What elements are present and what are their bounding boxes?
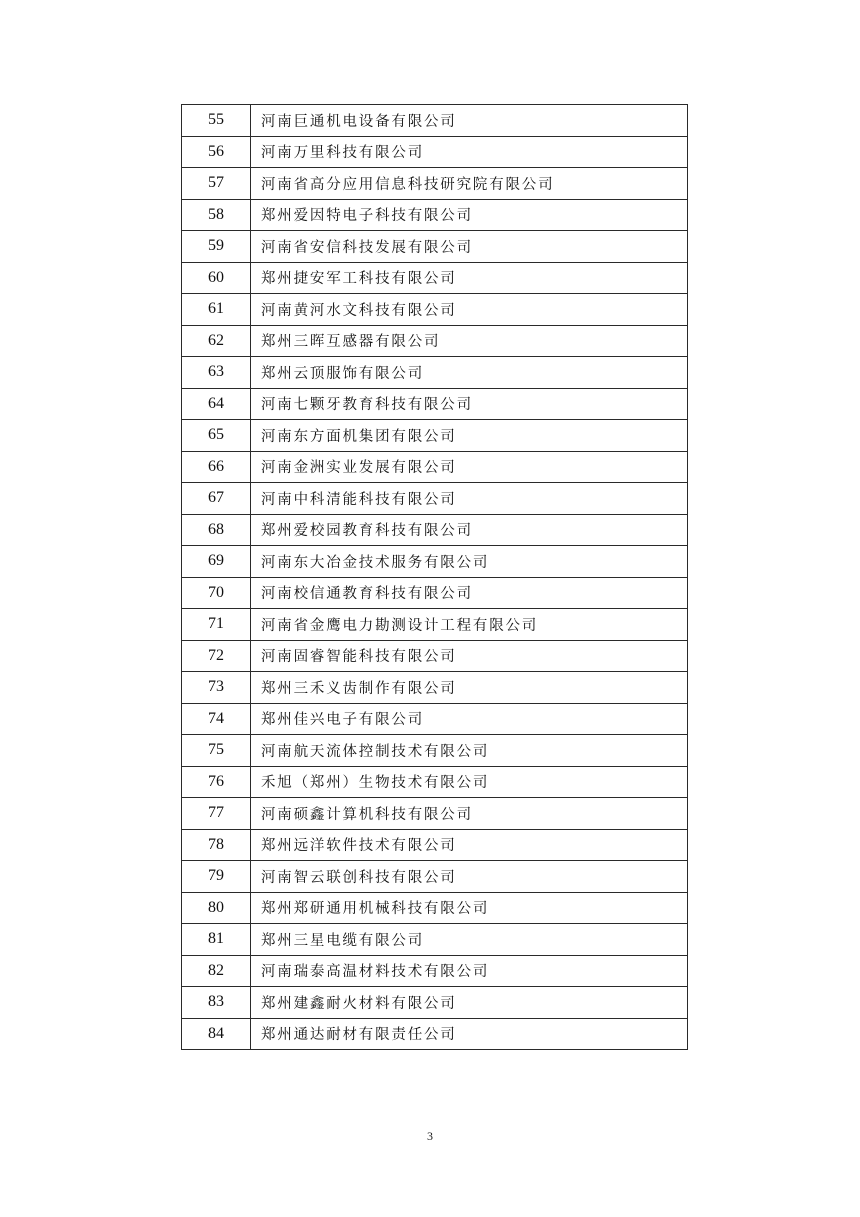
table-row [182, 735, 688, 767]
row-index: 65 [182, 420, 251, 452]
row-index: 80 [182, 892, 251, 924]
company-name: 郑州郑研通用机械科技有限公司 [251, 892, 688, 924]
company-name: 河南省安信科技发展有限公司 [251, 231, 688, 263]
table-row [182, 766, 688, 798]
table-body [182, 105, 688, 1050]
page-number: 3 [427, 1129, 433, 1143]
table-row [182, 955, 688, 987]
row-index: 75 [182, 735, 251, 767]
table-row [182, 1018, 688, 1050]
company-name: 郑州佳兴电子有限公司 [251, 703, 688, 735]
company-name: 郑州三星电缆有限公司 [251, 924, 688, 956]
company-name: 郑州三晖互感器有限公司 [251, 325, 688, 357]
company-name: 河南航天流体控制技术有限公司 [251, 735, 688, 767]
row-index: 77 [182, 798, 251, 830]
row-index: 76 [182, 766, 251, 798]
row-index: 69 [182, 546, 251, 578]
table-row [182, 231, 688, 263]
row-index: 62 [182, 325, 251, 357]
row-index: 66 [182, 451, 251, 483]
row-index: 58 [182, 199, 251, 231]
table-row [182, 609, 688, 641]
company-name: 郑州云顶服饰有限公司 [251, 357, 688, 389]
table-row [182, 136, 688, 168]
table-row [182, 798, 688, 830]
table-row [182, 829, 688, 861]
company-name: 郑州三禾义齿制作有限公司 [251, 672, 688, 704]
company-name: 郑州远洋软件技术有限公司 [251, 829, 688, 861]
company-name: 河南智云联创科技有限公司 [251, 861, 688, 893]
company-name: 河南七颗牙教育科技有限公司 [251, 388, 688, 420]
company-name: 禾旭（郑州）生物技术有限公司 [251, 766, 688, 798]
table-row [182, 672, 688, 704]
company-name: 河南固睿智能科技有限公司 [251, 640, 688, 672]
row-index: 72 [182, 640, 251, 672]
company-name: 河南瑞泰高温材料技术有限公司 [251, 955, 688, 987]
company-name: 郑州建鑫耐火材料有限公司 [251, 987, 688, 1019]
row-index: 59 [182, 231, 251, 263]
row-index: 83 [182, 987, 251, 1019]
company-name: 郑州爱因特电子科技有限公司 [251, 199, 688, 231]
table-row [182, 546, 688, 578]
company-name: 河南黄河水文科技有限公司 [251, 294, 688, 326]
row-index: 84 [182, 1018, 251, 1050]
row-index: 56 [182, 136, 251, 168]
company-name: 河南省高分应用信息科技研究院有限公司 [251, 168, 688, 200]
row-index: 64 [182, 388, 251, 420]
table-row [182, 861, 688, 893]
row-index: 55 [182, 105, 251, 137]
row-index: 79 [182, 861, 251, 893]
table-row [182, 514, 688, 546]
table-row [182, 483, 688, 515]
table-row [182, 924, 688, 956]
company-name: 郑州通达耐材有限责任公司 [251, 1018, 688, 1050]
table-row [182, 168, 688, 200]
table-row [182, 577, 688, 609]
company-name: 河南省金鹰电力勘测设计工程有限公司 [251, 609, 688, 641]
row-index: 81 [182, 924, 251, 956]
table-row [182, 420, 688, 452]
table-row [182, 294, 688, 326]
row-index: 78 [182, 829, 251, 861]
company-name: 河南校信通教育科技有限公司 [251, 577, 688, 609]
table-row [182, 262, 688, 294]
table-row [182, 703, 688, 735]
row-index: 60 [182, 262, 251, 294]
table-row [182, 987, 688, 1019]
table-row [182, 388, 688, 420]
row-index: 71 [182, 609, 251, 641]
row-index: 70 [182, 577, 251, 609]
row-index: 68 [182, 514, 251, 546]
row-index: 61 [182, 294, 251, 326]
row-index: 82 [182, 955, 251, 987]
company-name: 河南硕鑫计算机科技有限公司 [251, 798, 688, 830]
table-row [182, 892, 688, 924]
company-name: 河南中科清能科技有限公司 [251, 483, 688, 515]
table-row [182, 451, 688, 483]
company-list-table [181, 104, 688, 1050]
company-name: 河南金洲实业发展有限公司 [251, 451, 688, 483]
row-index: 67 [182, 483, 251, 515]
table-row [182, 105, 688, 137]
company-name: 郑州爱校园教育科技有限公司 [251, 514, 688, 546]
company-name: 河南东方面机集团有限公司 [251, 420, 688, 452]
table-row [182, 199, 688, 231]
company-name: 河南万里科技有限公司 [251, 136, 688, 168]
company-name: 郑州捷安军工科技有限公司 [251, 262, 688, 294]
table-row [182, 325, 688, 357]
table-row [182, 640, 688, 672]
row-index: 73 [182, 672, 251, 704]
row-index: 57 [182, 168, 251, 200]
row-index: 74 [182, 703, 251, 735]
company-name: 河南巨通机电设备有限公司 [251, 105, 688, 137]
row-index: 63 [182, 357, 251, 389]
table-row [182, 357, 688, 389]
company-name: 河南东大冶金技术服务有限公司 [251, 546, 688, 578]
